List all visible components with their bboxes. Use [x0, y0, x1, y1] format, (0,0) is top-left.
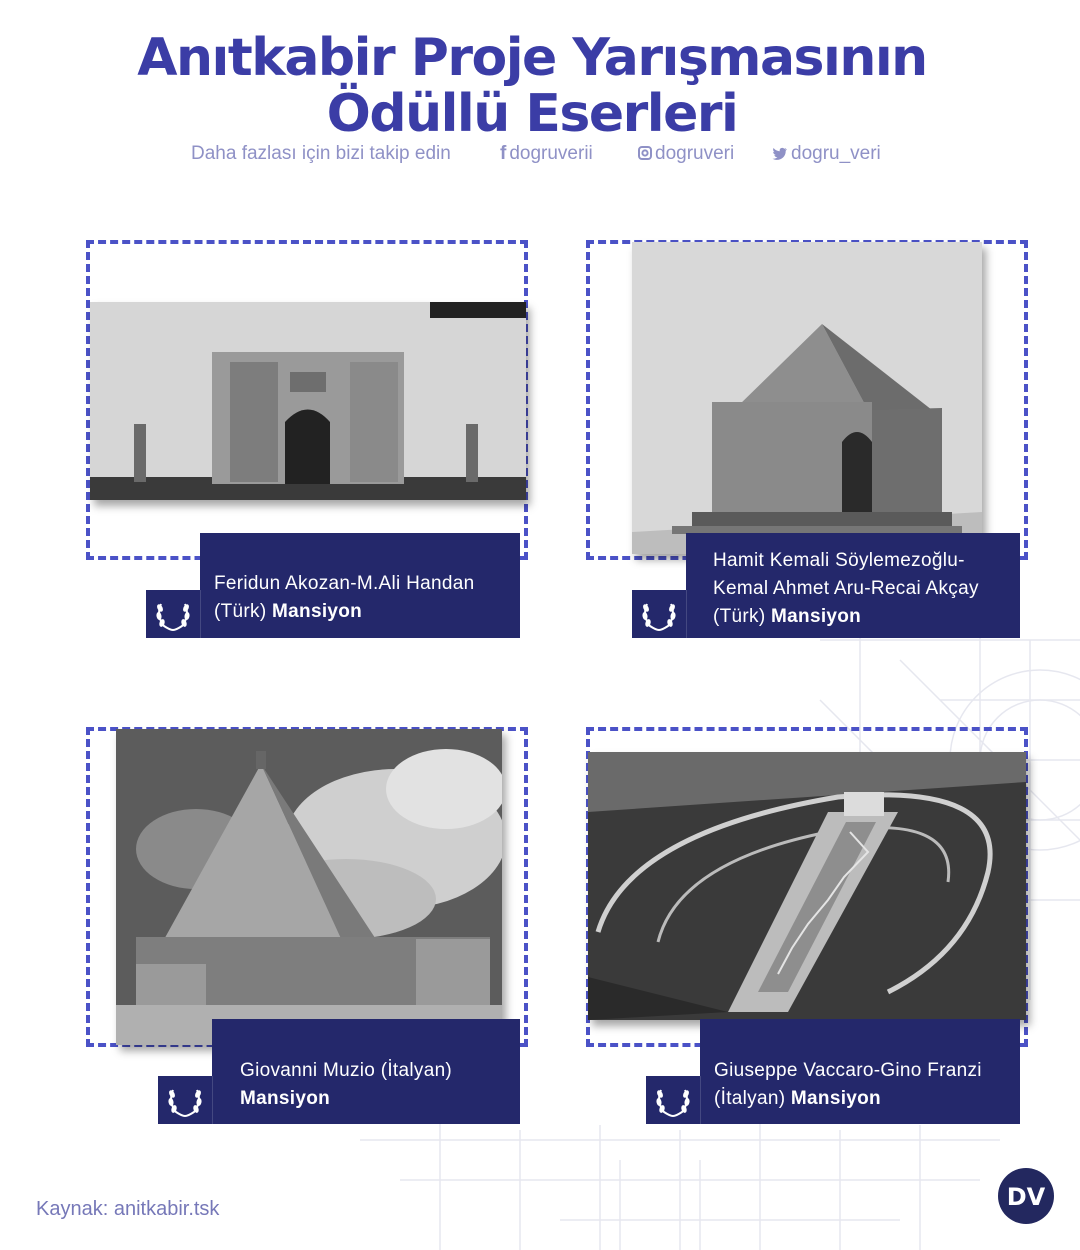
- entry-1-award: Mansiyon: [272, 601, 363, 622]
- laurel-wreath-icon: [146, 590, 201, 638]
- entry-3-photo: [116, 729, 502, 1045]
- entry-3-award: Mansiyon: [240, 1088, 331, 1109]
- entry-2-award: Mansiyon: [771, 606, 862, 627]
- laurel-wreath-icon: [158, 1076, 213, 1124]
- twitter-link[interactable]: [772, 143, 881, 165]
- facebook-link[interactable]: [500, 143, 593, 165]
- dv-logo: [998, 1168, 1054, 1224]
- entry-2-architects-line-1: Hamit Kemali Söylemezoğlu-: [713, 550, 965, 571]
- twitter-icon: [772, 143, 788, 165]
- entry-3-architect: Giovanni Muzio (İtalyan): [240, 1060, 453, 1081]
- title-line-2: Ödüllü Eserleri: [326, 84, 738, 144]
- entry-2-nationality: (Türk): [713, 606, 772, 627]
- entry-4-label: [700, 1019, 1020, 1124]
- entry-4-architects: Giuseppe Vaccaro-Gino Franzi: [714, 1060, 982, 1081]
- logo-text: DV: [1006, 1183, 1046, 1211]
- entry-1-nationality: (Türk): [214, 601, 273, 622]
- follow-text: Daha fazlası için bizi takip edin: [191, 143, 451, 164]
- entry-2-photo: [632, 242, 982, 554]
- facebook-icon: f: [500, 143, 507, 164]
- facebook-handle: dogruverii: [509, 143, 593, 164]
- twitter-handle: dogru_veri: [791, 143, 881, 164]
- title-line-1: Anıtkabir Proje Yarışmasının: [137, 28, 927, 88]
- source-note: Kaynak: anitkabir.tsk: [36, 1198, 220, 1220]
- laurel-wreath-icon: [632, 590, 687, 638]
- social-bar: [0, 143, 1080, 169]
- entry-4-nationality: (İtalyan): [714, 1088, 791, 1109]
- entry-4-photo: [588, 752, 1026, 1020]
- page-title: [0, 30, 1064, 142]
- instagram-link[interactable]: [638, 143, 734, 165]
- laurel-wreath-icon: [646, 1076, 701, 1124]
- entry-1-photo: [90, 302, 526, 500]
- entry-1-architects: Feridun Akozan-M.Ali Handan: [214, 573, 475, 594]
- instagram-icon: [638, 143, 652, 165]
- entry-4-award: Mansiyon: [790, 1088, 881, 1109]
- instagram-handle: dogruveri: [655, 143, 735, 164]
- entry-1-label: [200, 533, 520, 638]
- entry-3-label: [212, 1019, 520, 1124]
- entry-2-architects-line-2: Kemal Ahmet Aru-Recai Akçay: [713, 578, 979, 599]
- entry-2-label: [686, 533, 1020, 638]
